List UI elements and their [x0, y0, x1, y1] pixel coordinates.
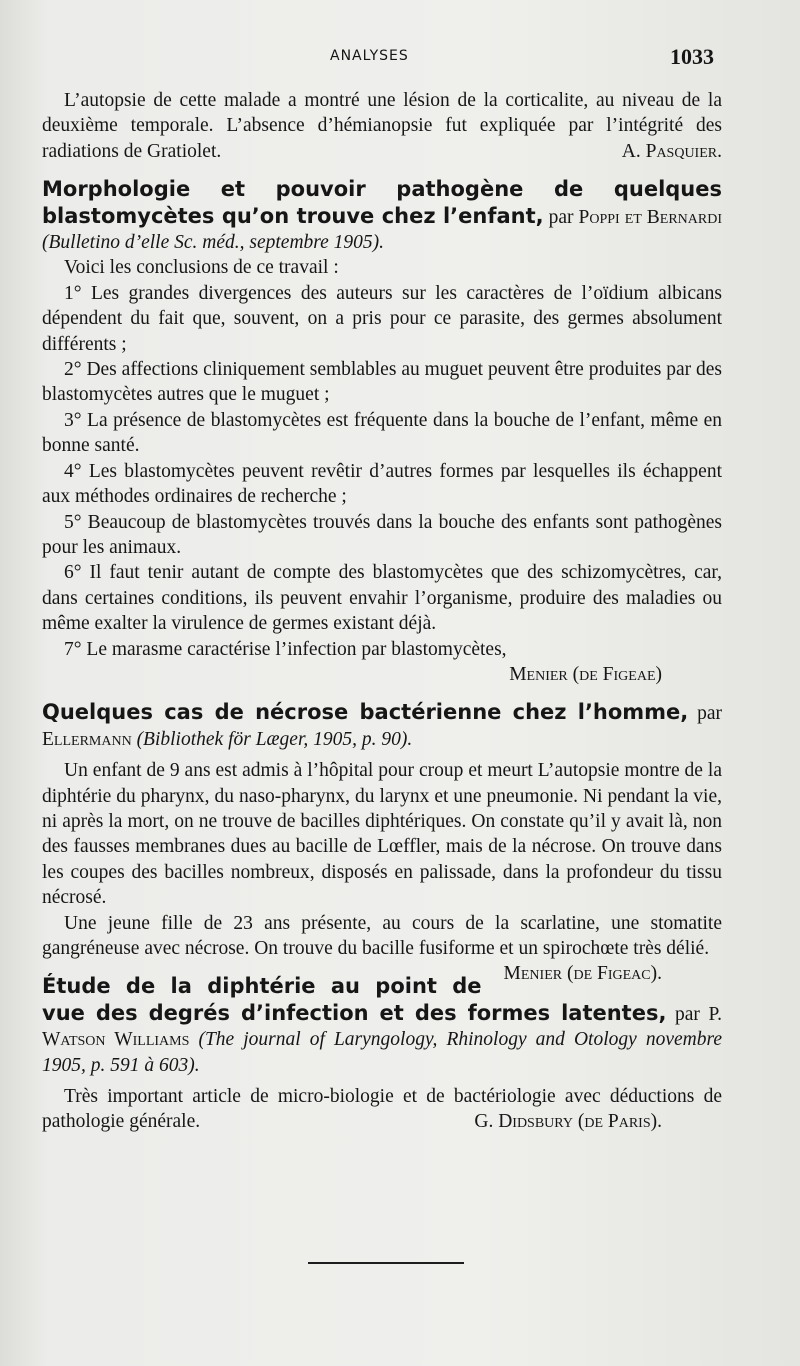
- article-1-item-6: 6° Il faut tenir autant de compte des blastomycètes que des schizomycètres, car, dans certaines conditions, ils peuvent envahir l’organisme, produire des maladies ou même exalter la virulence de germes existant déjà.: [42, 562, 722, 635]
- article-3-paragraph-text: Très important article de micro-biologie et de bactériologie avec déductions de pathologie générale.: [42, 1086, 722, 1133]
- article-2-heading: [42, 700, 722, 752]
- article-2-authors: Ellermann: [42, 728, 132, 750]
- article-2: [42, 700, 722, 985]
- end-rule: [308, 1262, 464, 1264]
- intro-signature: A. Pasquier.: [621, 140, 722, 162]
- article-3: [42, 974, 722, 1134]
- article-1-authors: Poppi et Bernardi: [578, 206, 723, 228]
- article-2-by: par: [697, 703, 722, 725]
- intro-text: L’autopsie de cette malade a montré une lésion de la corticalite, au niveau de la deuxième temporale. L’absence d’hémianopsie fut expliquée par l’intégrité des radiations de Gratiolet.: [42, 90, 722, 162]
- article-3-title: Étude de la diphtérie au point de vue des degrés d’infection et des formes latentes,: [42, 974, 667, 1025]
- article-1-title: Morphologie et pouvoir pathogène de quelques blastomycètes qu’on trouve chez l’enfant,: [42, 177, 722, 228]
- article-2-title: Quelques cas de nécrose bactérienne chez l’homme,: [42, 700, 689, 725]
- article-1-item-1: 1° Les grandes divergences des auteurs sur les caractères de l’oïdium albicans dépendent du fait que, souvent, on a pris pour ce parasite, des germes absolument différents ;: [42, 282, 722, 355]
- article-2-signature: Menier (de Figeac).: [503, 963, 662, 985]
- article-1-lead: Voici les conclusions de ce travail :: [64, 257, 339, 279]
- article-3-signature: G. Didsbury (de Paris).: [474, 1111, 662, 1133]
- article-2-paragraph-2-text: Une jeune fille de 23 ans présente, au cours de la scarlatine, une stomatite gangréneuse avec nécrose. On trouve du bacille fusiforme et un spirochœte très délié.: [42, 912, 722, 959]
- intro-paragraph: [42, 88, 722, 164]
- article-3-source: (The journal of Laryngology, Rhinology and Otology novembre 1905, p. 591 à 603).: [42, 1029, 723, 1076]
- article-1-heading: [42, 177, 722, 255]
- article-1-item-2: 2° Des affections cliniquement semblables au muguet peuvent être produites par des blastomycètes autres que le muguet ;: [42, 359, 722, 406]
- article-3-heading: [42, 974, 722, 1078]
- article-1: [42, 177, 722, 687]
- article-2-paragraph-1: Un enfant de 9 ans est admis à l’hôpital pour croup et meurt L’autopsie montre de la diphtérie du pharynx, du naso-pharynx, du larynx et une pneumonie. Ni pendant la vie, ni après la mort, on ne trouve de bacilles diphtériques. On constate qu’il y avait là, non des fausses membranes dues au bacille de Lœffler, mais de la nécrose. On trouve dans les coupes des bacilles nombreux, disposés en palissade, dans la profondeur du tissu nécrosé.: [42, 760, 722, 909]
- article-1-item-3: 3° La présence de blastomycètes est fréquente dans la bouche de l’enfant, même en bonne santé.: [42, 409, 722, 457]
- article-1-item-4: 4° Les blastomycètes peuvent revêtir d’autres formes par lesquelles ils échappent aux méthodes ordinaires de recherche ;: [42, 460, 722, 508]
- article-1-by: par: [548, 206, 574, 228]
- page-number: 1033: [670, 44, 714, 69]
- article-1-signature: Menier (de Figeae): [509, 663, 662, 685]
- article-1-item-5: 5° Beaucoup de blastomycètes trouvés dans la bouche des enfants sont pathogènes pour les animaux.: [42, 511, 722, 558]
- article-3-by: par: [675, 1003, 700, 1025]
- article-3-paragraph: [42, 1084, 722, 1135]
- header-title: ANALYSES: [330, 48, 409, 64]
- article-1-source: (Bulletino d’elle Sc. méd., septembre 1905).: [42, 232, 385, 254]
- article-2-source: (Bibliothek för Læger, 1905, p. 90).: [136, 728, 413, 750]
- article-2-paragraph-2: [42, 911, 722, 985]
- article-3-authors: P. Watson Williams: [42, 1003, 723, 1051]
- page-content: [42, 88, 722, 1135]
- article-1-item-7: 7° Le marasme caractérise l’infection par blastomycètes,: [64, 638, 507, 660]
- running-header: [0, 44, 800, 72]
